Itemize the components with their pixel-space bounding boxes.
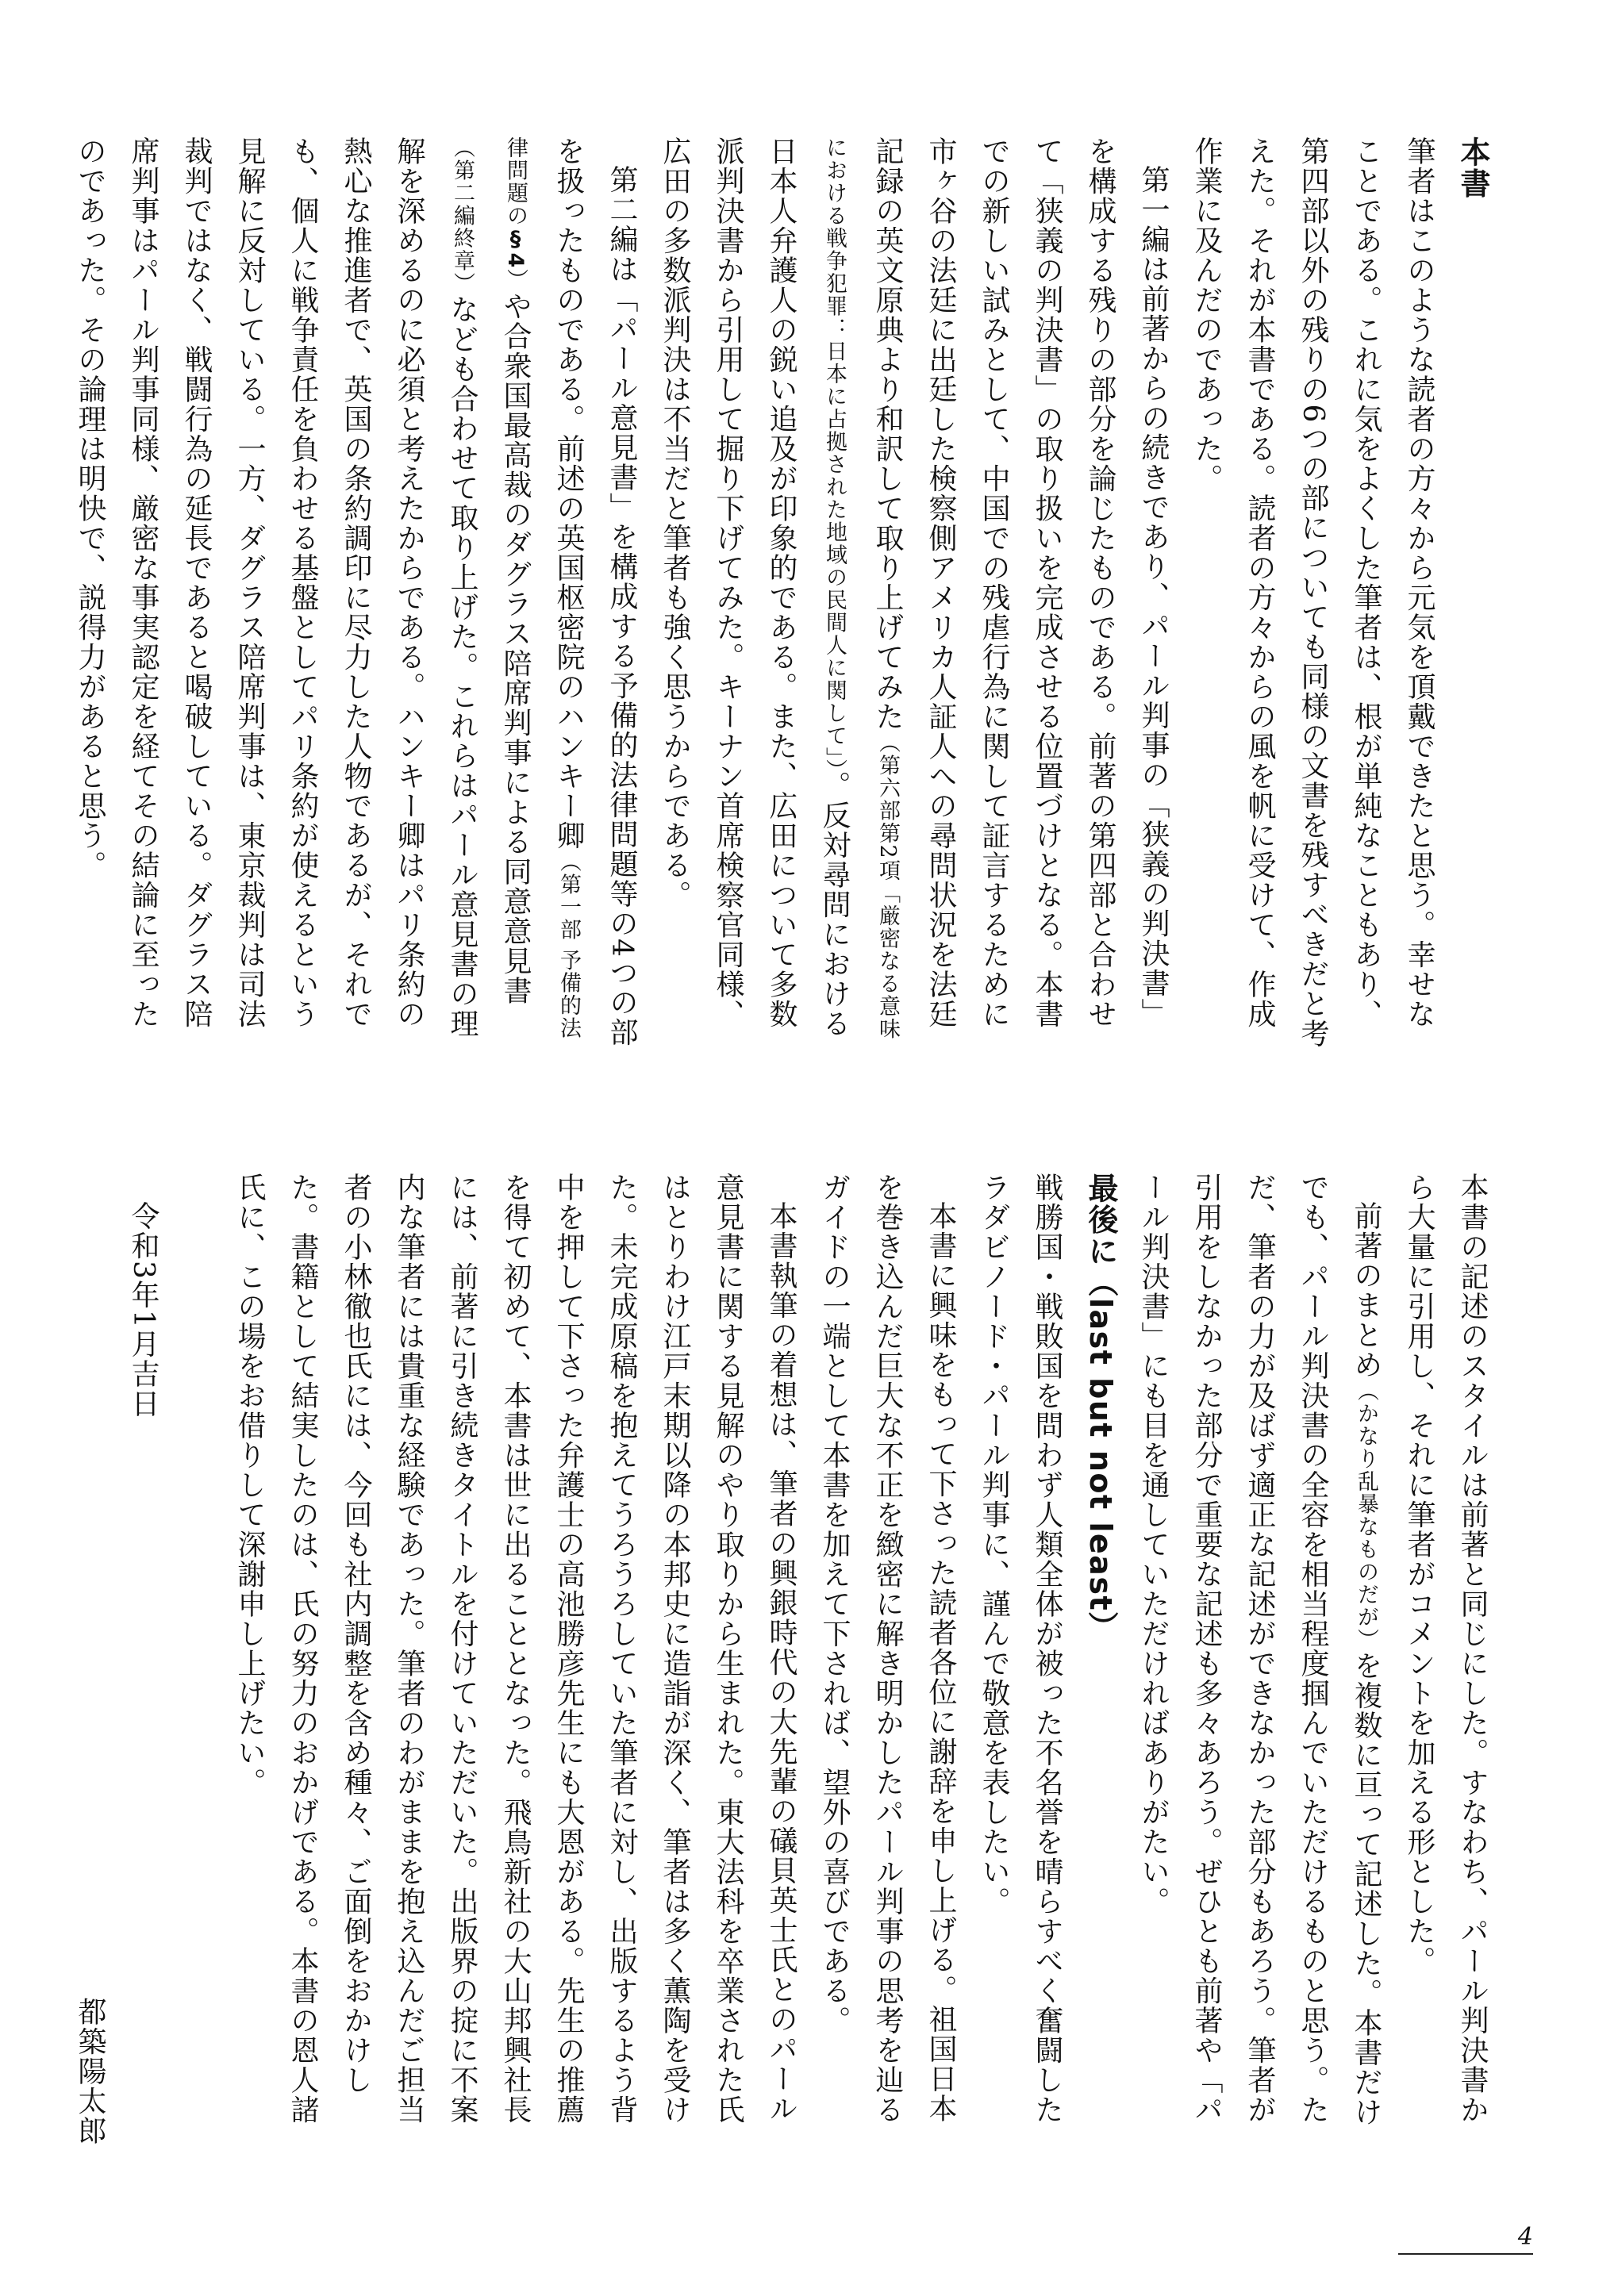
upper-text-block	[23, 136, 1499, 1049]
section-symbol-reference: §4	[503, 227, 528, 269]
paragraph-5-note: （かなり乱暴なものだが）	[1354, 1380, 1378, 1651]
paragraph-3-text-a: 第二編は「パール意見書」を構成する予備的法律問題等の4つの部を扱ったものである。前述の英国枢密院のハンキー卿	[552, 136, 638, 1047]
paragraph-4-text: 本書の記述のスタイルは前著と同じにした。すなわち、パール判決書から大量に引用し、それに筆者がコメントを加える形とした。	[1403, 1173, 1489, 2125]
date-line	[117, 1173, 170, 2145]
lower-text-block	[23, 1173, 1499, 2145]
paragraph-3-note-1: （第一部 予備的法律問題の	[503, 136, 581, 1040]
paragraph-3-text-c: なども合わせて取り上げた。これらはパール意見書の理解を深めるのに必須と考えたからである。ハンキー卿はパリ条約の熱心な推進者で、英国の条約調印に尽力した人物であるが、それでも、個人に戦争責任を負わせる基盤としてパリ条約が使えるという見解に反対している。一方、ダグラス陪席判事は、東京裁判は司法裁判ではなく、戦闘行為の延長であると喝破している。ダグラス陪席判事はパール判事同様、厳密な事実認定を経てその結論に至ったのであった。その論理は明快で、説得力があると思う。	[74, 136, 478, 1039]
paragraph-3-note-2: （第二編終章）	[450, 136, 475, 295]
paragraph-2-text: 第一編は前著からの続きであり、パール判事の「狭義の判決書」を構成する残りの部分を論じたものである。前著の第四部と合わせて「狭義の判決書」の取り扱いを完成させる位置づけとなる。本書での新しい試みとして、中国での残虐行為に関して証言するために市ヶ谷の法廷に出廷した検察側アメリカ人証人への尋問状況を法廷記録の英文原典より和訳して取り上げてみた	[871, 136, 1170, 1029]
author-name: 都築陽太郎	[74, 1996, 106, 2145]
paragraph-6-text: 戦勝国・戦敗国を問わず人類全体が被った不名誉を晴らすべく奮闘したラダビノード・パール判事に、謹んで敬意を表したい。	[978, 1173, 1063, 2125]
section-heading-last-but-not-least: 最後に（last but not least）	[1083, 1173, 1118, 1643]
section-heading-honsho: 本書	[1455, 136, 1490, 199]
paragraph-7-text: 本書に興味をもって下さった読者各位に謝辞を申し上げる。祖国日本を巻き込んだ巨大な不正を緻密に解き明かしたパール判事の思考を辿るガイドの一端として本書を加えて下されば、望外の喜びである。	[818, 1173, 957, 2125]
paragraph-3	[63, 136, 648, 1049]
page-number: 4	[1398, 2221, 1533, 2255]
paragraph-1-text: 筆者はこのような読者の方々から元気を頂戴できたと思う。幸せなことである。これに気をよくした筆者は、根が単純なこともあり、第四部以外の残りの6つの部についても同様の文書を残すべきだと考えた。それが本書である。読者の方々からの風を帆に受けて、作成作業に及んだのであった。	[1190, 136, 1435, 1049]
date-text: 令和3年1月吉日	[127, 1201, 159, 1419]
paragraph-4	[1393, 1173, 1499, 2145]
column-spacer	[170, 1173, 223, 2145]
paragraph-5-text-a: 前著のまとめ	[1350, 1201, 1382, 1380]
paragraph-6	[967, 1173, 1074, 2145]
author-signature	[63, 1173, 117, 2145]
paragraph-5	[1127, 1173, 1393, 2145]
paragraph-1	[1180, 136, 1446, 1049]
paragraph-2-note: （第六部第2項「厳密なる意味における戦争犯罪：日本に占拠された地域の民間人に関して」）	[822, 136, 900, 1041]
paragraph-3-note-1-end: ）	[503, 268, 528, 292]
paragraph-8	[223, 1173, 808, 2145]
paragraph-3-text-b: や合衆国最高裁のダグラス陪席判事による同意意見書	[499, 291, 532, 1006]
paragraph-7	[808, 1173, 967, 2145]
paragraph-2-rest: 。反対尋問における日本人弁護人の鋭い追及が印象的である。また、広田について多数派判決書から引用して掘り下げてみた。キーナン首席検察官同様、広田の多数派判決は不当だと筆者も強く思うからである。	[659, 136, 851, 1039]
paragraph-8-text: 本書執筆の着想は、筆者の興銀時代の大先輩の礒貝英士氏とのパール意見書に関する見解のやり取りから生まれた。東大法科を卒業された氏はとりわけ江戸末期以降の本邦史に造詣が深く、筆者は多く薫陶を受けた。未完成原稿を抱えてうろうろしていた筆者に対し、出版するよう背中を押して下さった弁護士の高池勝彦先生にも大恩がある。先生の推薦を得て初めて、本書は世に出ることとなった。飛鳥新社の大山邦興社長には、前著に引き続きタイトルを付けていただいた。出版界の掟に不案内な筆者には貴重な経験であった。筆者のわがままを抱え込んだご担当者の小林徹也氏には、今回も社内調整を含め種々、ご面倒をおかけした。書籍として結実したのは、氏の努力のおかげである。本書の恩人諸氏に、この場をお借りして深謝申し上げたい。	[233, 1173, 797, 2125]
paragraph-2	[648, 136, 1180, 1049]
paragraph-5-text-b: を複数に亘って記述した。本書だけでも、パール判決書の全容を相当程度掴んでいただけるものと思う。ただ、筆者の力が及ばず適正な記述ができなかった部分もあろう。筆者が引用をしなかった部分で重要な記述も多々あろう。ぜひとも前著や「パール判決書」にも目を通していただければありがたい。	[1137, 1173, 1382, 2127]
